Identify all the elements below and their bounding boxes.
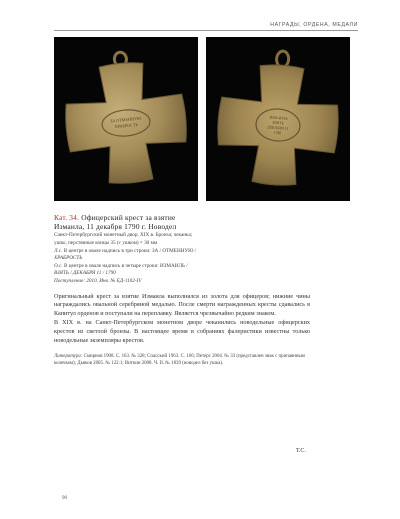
reverse-oval-line-3: ДЕКАБРЯ 11 [266,125,289,131]
meta-material: ушко, перстяиные концы 35 (с ушком) × 30 мм [54,240,158,246]
author-signature: Т.С. [296,448,306,454]
reverse-label: О.с. [54,262,63,269]
running-head: НАГРАДЫ, ОРДЕНА, МЕДАЛИ [270,22,358,28]
literature-label: Литература: [54,354,83,359]
header-rule [54,30,358,31]
obverse-oval-line-1: ЗА ОТМЕННУЮ [109,115,142,124]
catalog-title [54,213,354,231]
obverse-label: Л.с. [54,247,63,254]
reverse-text-2: ВЗЯТЬ / ДЕКАБРЯ 11 / 1790 [54,270,116,277]
catalog-title-line-1: Офицерский крест за взятие [81,213,176,222]
cross-obverse-image [54,37,198,201]
obverse-text-2: ХРАБРОСТЬ [54,255,83,262]
reverse-text: В центре в овале надпись в четыре строки: ИЗМАИЛЬ / [63,262,188,269]
obverse-oval-line-2: ХРАБРОСТЬ [114,121,139,130]
obverse-text: В центре в овале надпись в три строки: ЗА / ОТМЕННУЮ / [63,247,197,254]
reverse-oval-line-1: ИЗМАИЛЬ [269,115,288,121]
catalog-title-line-2: Измаила, 11 декабря 1790 г. Новодел [54,222,177,232]
catalog-number: Кат. 34. [54,213,80,222]
catalog-entry [54,213,354,367]
literature-text: Смирнов 1908. С. 163. № 328; Спасский 1963. С. 166; Петерс 2004. № 33 (представлен знак с припаянным колечком); Дьяков 2005. № 122.1; Виткин 2008. Ч. II. № 1839 (новодел без ушка). [54,354,305,366]
meta-mint: Санкт-Петербургский монетный двор, XIX в. Бронза; чеканка; [54,232,193,239]
body-paragraph-2: В XIX в. на Санкт-Петербургском монетном дворе чеканились новодельные офицерских крестов из светлой бронзы. В настоящее время в собраниях фалеристики известны только новодельные экземпляры крестов. [54,319,310,345]
receipt-info: Поступление: 2010. Инв. № ЕД-1102-IV [54,277,142,284]
reverse-oval-line-2: ВЗЯТЬ [272,120,284,126]
reverse-oval-line-4: 1790 [273,130,282,136]
catalog-meta [54,232,354,285]
literature [54,353,310,367]
cross-reverse-image [206,37,350,201]
page-number: 90 [62,496,67,501]
body-paragraph-1: Оригинальный крест за взятие Измаила выполнялся из золота для офицеров; нижние чины награждались овальной серебряной медалью. После смерти награжденных кресты сдавались в Капитул орденов и поступали на переплавку. Является чрезвычайно редким знаком. [54,292,310,318]
